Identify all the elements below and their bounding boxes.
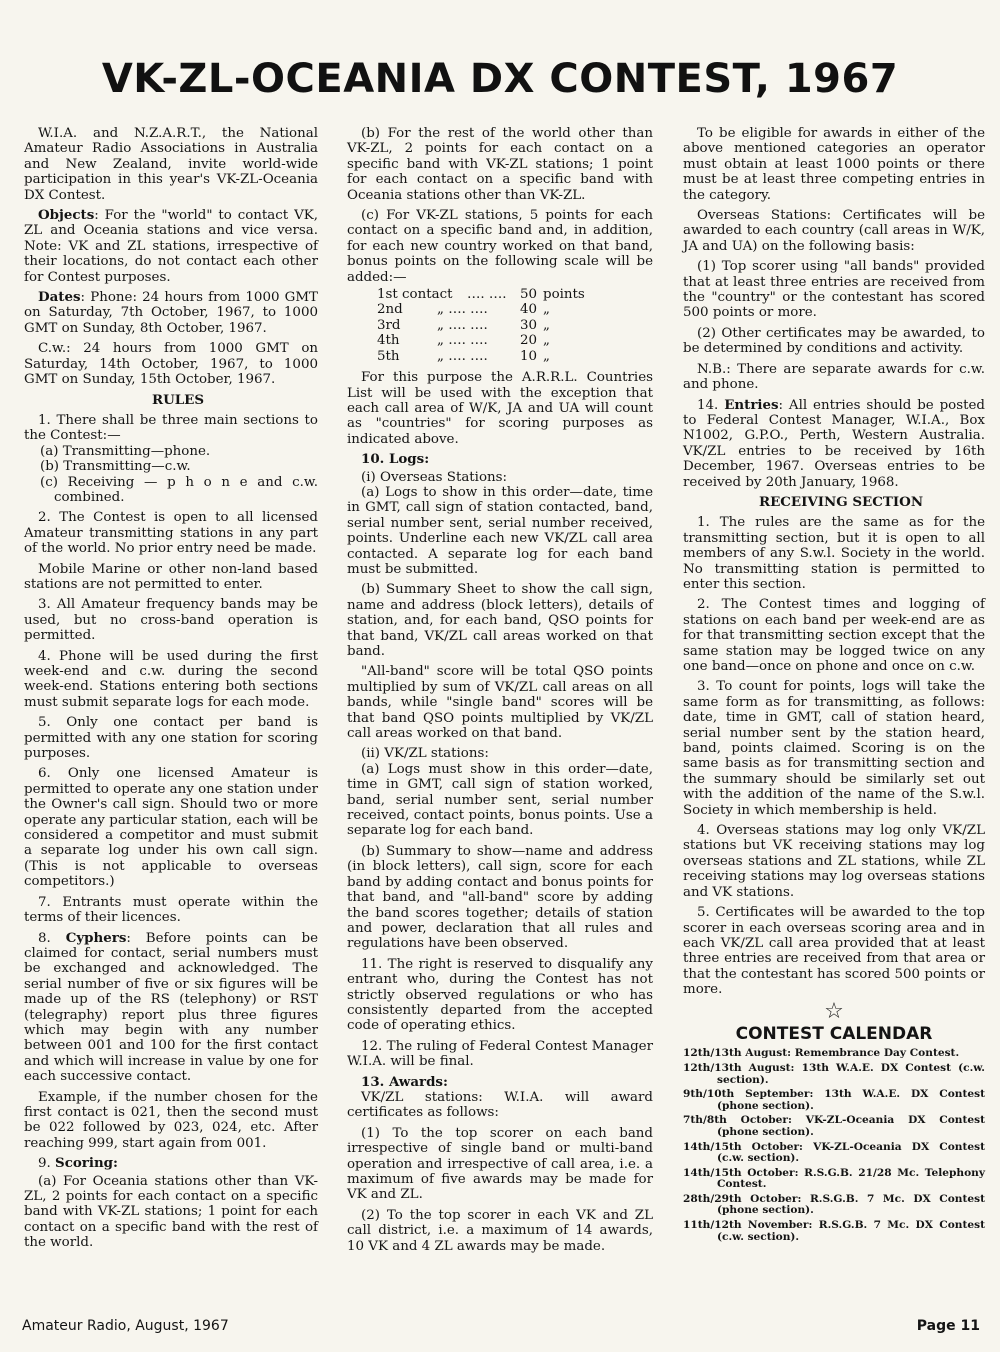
objects-paragraph bbox=[24, 208, 318, 285]
scale-value: 20 bbox=[519, 333, 537, 349]
rule-8-text: : Before points can be claimed for contact, serial numbers must be exchanged and acknowledged. The serial number of five or six figures will be made up of the RS (telephony) or RST (telegraphy) report plus three figures which may begin with any number between 001 and 100 for the first contact and which will increase in value by one for each successive contact. bbox=[24, 930, 319, 1085]
receiving-rule-2: 2. The Contest times and logging of stations on each band per week-end are as for that transmitting section except that the same station may be logged twice on any one band—once on phone and once on c.w. bbox=[683, 597, 985, 674]
page-title: VK-ZL-OCEANIA DX CONTEST, 1967 bbox=[101, 56, 899, 102]
rule-9a: (a) For Oceania stations other than VK-ZL, 2 points for each contact on a specific band with VK-ZL stations; 1 point for each contact on a specific band with the rest of the world. bbox=[24, 1173, 318, 1251]
rule-10-i-b: (b) Summary Sheet to show the call sign, name and address (block letters), details of station, and, for each band, QSO points for that band, VK/ZL call areas worked on that band. bbox=[347, 582, 653, 659]
scale-key: 1st contact bbox=[377, 287, 453, 303]
rule-14-text: : All entries should be posted to Federal Contest Manager, W.I.A., Box N1002, G.P.O., Perth, Western Australia. VK/ZL entries to be received by 16th December, 1967. Overseas entries to be received by 20th January, 1968. bbox=[683, 397, 985, 490]
vkzl-stations-heading: (ii) VK/ZL stations: bbox=[361, 746, 489, 762]
rule-10-heading bbox=[347, 452, 653, 467]
overseas-award-1: (1) Top scorer using "all bands" provided that at least three entries are received from the "country" or the contestant has scored 500 points or more. bbox=[683, 259, 985, 321]
rule-9-label: Scoring: bbox=[55, 1155, 118, 1172]
calendar-item: 12th/13th August: Remembrance Day Contest. bbox=[683, 1047, 960, 1060]
rule-1: 1. There shall be three main sections to the Contest:— bbox=[24, 412, 318, 444]
receiving-rule-4: 4. Overseas stations may log only VK/ZL stations but VK receiving stations may log overseas stations and ZL stations, while ZL receiving stations may log overseas stations and VK stations. bbox=[683, 823, 985, 900]
scale-key: 2nd bbox=[377, 302, 403, 318]
calendar-item: 12th/13th August: 13th W.A.E. DX Contest (c.w. section). bbox=[683, 1061, 985, 1086]
example-paragraph: Example, if the number chosen for the first contact is 021, then the second must be 022 followed by 023, 024, etc. After reaching 999, start again from 001. bbox=[24, 1089, 318, 1151]
calendar-item: 28th/29th October: R.S.G.B. 7 Mc. DX Contest (phone section). bbox=[683, 1192, 985, 1217]
rule-14-number: 14. bbox=[697, 397, 719, 413]
rules-heading: RULES bbox=[151, 391, 205, 408]
bonus-scale-row bbox=[347, 318, 653, 333]
scale-key: 5th bbox=[377, 348, 400, 364]
rule-13-intro: VK/ZL stations: W.I.A. will award certificates as follows: bbox=[347, 1089, 653, 1121]
rule-2b: Mobile Marine or other non-land based stations are not permitted to enter. bbox=[24, 561, 318, 592]
column-1 bbox=[24, 126, 318, 1256]
scale-value: 30 bbox=[519, 317, 537, 333]
rule-13-label: 13. Awards: bbox=[361, 1073, 448, 1090]
overseas-award-2: (2) Other certificates may be awarded, to be determined by conditions and activity. bbox=[683, 325, 985, 357]
calendar-item: 11th/12th November: R.S.G.B. 7 Mc. DX Contest (c.w. section). bbox=[683, 1219, 985, 1243]
scale-dots: „ …. …. bbox=[437, 317, 488, 333]
calendar-item: 14th/15th October: VK-ZL-Oceania DX Contest (c.w. section). bbox=[683, 1140, 985, 1165]
scale-unit: points bbox=[543, 287, 585, 303]
rule-11: 11. The right is reserved to disqualify any entrant who, during the Contest has not strictly observed regulations or who has consistently departed from the accepted code of operating ethics. bbox=[347, 956, 653, 1034]
bonus-scale-row bbox=[347, 333, 653, 348]
rule-13-heading bbox=[347, 1075, 653, 1090]
calendar-item: 7th/8th October: VK-ZL-Oceania DX Contest (phone section). bbox=[683, 1114, 985, 1138]
scale-dots: „ …. …. bbox=[437, 302, 488, 318]
scale-value: 40 bbox=[519, 302, 537, 318]
bonus-scale-row bbox=[347, 302, 653, 317]
scale-unit: „ bbox=[543, 333, 550, 349]
scale-unit: „ bbox=[543, 317, 550, 333]
rule-3: 3. All Amateur frequency bands may be used, but no cross-band operation is permitted. bbox=[24, 597, 318, 644]
rule-9c: (c) For VK-ZL stations, 5 points for each contact on a specific band and, in addition, for each new country worked on that band, bonus points on the following scale will be added:— bbox=[347, 208, 653, 285]
contest-calendar-list bbox=[683, 1048, 985, 1243]
footer-page-number: Page 11 bbox=[916, 1318, 980, 1334]
rule-1c: (c) Receiving — p h o n e and c.w. combined. bbox=[40, 474, 318, 505]
scale-key: 3rd bbox=[377, 317, 401, 333]
rule-8 bbox=[24, 931, 318, 1085]
column-2 bbox=[347, 126, 653, 1259]
rule-12: 12. The ruling of Federal Contest Manager W.I.A. will be final. bbox=[347, 1038, 653, 1070]
overseas-stations-heading: (i) Overseas Stations: bbox=[361, 469, 508, 485]
bonus-scale bbox=[347, 287, 653, 364]
rule-13-2: (2) To the top scorer in each VK and ZL call district, i.e. a maximum of 14 awards, 10 VK and 4 ZL awards may be made. bbox=[347, 1207, 653, 1254]
scale-dots: „ …. …. bbox=[437, 333, 488, 349]
rule-1a: (a) Transmitting—phone. bbox=[40, 443, 211, 459]
scale-value: 10 bbox=[519, 348, 537, 364]
rule-1b: (b) Transmitting—c.w. bbox=[40, 459, 191, 475]
rule-9-number: 9. bbox=[38, 1156, 51, 1172]
bonus-scale-row bbox=[347, 349, 653, 364]
rule-8-label: Cyphers bbox=[65, 929, 127, 946]
rule-4: 4. Phone will be used during the first week-end and c.w. during the second week-end. Stations entering both sections must submit separate logs for each mode. bbox=[24, 648, 318, 710]
objects-label: Objects bbox=[38, 207, 95, 224]
scale-unit: „ bbox=[543, 348, 550, 364]
scale-unit: „ bbox=[543, 302, 550, 318]
rule-2: 2. The Contest is open to all licensed Amateur transmitting stations in any part of the world. No prior entry need be made. bbox=[24, 510, 318, 557]
rule-9b: (b) For the rest of the world other than VK-ZL, 2 points for each contact on a specific band with VK-ZL stations; 1 point for each contact on a specific band with Oceania stations other than VK-ZL. bbox=[347, 126, 653, 203]
dates-paragraph bbox=[24, 290, 318, 336]
calendar-item: 9th/10th September: 13th W.A.E. DX Contest (phone section). bbox=[683, 1088, 985, 1112]
contest-calendar-title: CONTEST CALENDAR bbox=[735, 1023, 933, 1044]
receiving-rule-1: 1. The rules are the same as for the transmitting section, but it is open to all members of any S.w.l. Society in the world. No transmitting station is permitted to enter this section. bbox=[683, 515, 985, 592]
receiving-rule-5: 5. Certificates will be awarded to the top scorer in each overseas scoring area and in each VK/ZL call area provided that at least three entries are received from that area or that the contestant has scored 500 points or more. bbox=[683, 905, 985, 998]
cw-dates-paragraph: C.w.: 24 hours from 1000 GMT on Saturday, 14th October, 1967, to 1000 GMT on Sunday, 15th October, 1967. bbox=[24, 341, 318, 388]
overseas-awards-paragraph: Overseas Stations: Certificates will be awarded to each country (call areas in W/K, JA and UA) on the following basis: bbox=[683, 208, 985, 254]
rule-10-ii-b: (b) Summary to show—name and address (in block letters), call sign, score for each band by adding contact and bonus points for that band, and "all-band" score by adding the band scores together; details of station and power, declaration that all rules and regulations have been observed. bbox=[347, 843, 653, 952]
eligibility-paragraph: To be eligible for awards in either of the above mentioned categories an operator must obtain at least 1000 points or there must be at least three competing entries in the category. bbox=[683, 126, 985, 203]
scale-dots: …. …. bbox=[467, 287, 507, 303]
objects-text: : For the "world" to contact VK, ZL and Oceania stations and vice versa. Note: VK and ZL stations, irrespective of their locations, do not contact each other for Contest purposes. bbox=[24, 208, 318, 285]
scale-dots: „ …. …. bbox=[437, 348, 488, 364]
rule-14 bbox=[683, 398, 985, 490]
star-icon: ☆ bbox=[824, 998, 844, 1024]
rule-10-label: 10. Logs: bbox=[361, 451, 430, 468]
rule-7: 7. Entrants must operate within the terms of their licences. bbox=[24, 894, 318, 926]
footer-publication: Amateur Radio, August, 1967 bbox=[22, 1318, 229, 1334]
arrl-paragraph: For this purpose the A.R.R.L. Countries List will be used with the exception that each call area of W/K, JA and UA will count as "countries" for scoring purposes as indicated above. bbox=[347, 370, 653, 447]
scale-key: 4th bbox=[377, 333, 400, 349]
bonus-scale-row bbox=[347, 287, 653, 302]
column-3 bbox=[683, 126, 985, 1246]
rule-10-ii-a: (a) Logs must show in this order—date, time in GMT, call sign of station worked, band, serial number sent, serial number received, contact points, bonus points. Use a separate log for each band. bbox=[347, 761, 653, 839]
dates-label: Dates bbox=[38, 289, 81, 306]
rule-14-label: Entries bbox=[724, 396, 779, 413]
nb-paragraph: N.B.: There are separate awards for c.w. and phone. bbox=[683, 361, 985, 393]
scale-value: 50 bbox=[519, 287, 537, 303]
dates-text: : Phone: 24 hours from 1000 GMT on Saturday, 7th October, 1967, to 1000 GMT on Sunday, 8th October, 1967. bbox=[24, 290, 318, 336]
receiving-rule-3: 3. To count for points, logs will take the same form as for transmitting, as follows: date, time in GMT, call of station heard, serial number sent by the station heard, band, points claimed. Scoring is on the same basis as for transmitting section and the summary should be similarly set out with the addition of the name of the S.w.l. Society in which membership is held. bbox=[683, 679, 985, 818]
intro-paragraph: W.I.A. and N.Z.A.R.T., the National Amateur Radio Associations in Australia and New Zealand, invite world-wide participation in this year's VK-ZL-Oceania DX Contest. bbox=[24, 126, 318, 203]
rule-5: 5. Only one contact per band is permitted with any one station for scoring purposes. bbox=[24, 715, 318, 762]
rule-13-1: (1) To the top scorer on each band irrespective of single band or multi-band operation and irrespective of call area, i.e. a maximum of five awards may be made for VK and ZL. bbox=[347, 1125, 653, 1203]
rule-8-number: 8. bbox=[38, 930, 51, 946]
receiving-section-heading: RECEIVING SECTION bbox=[758, 493, 924, 510]
rule-10-i-a: (a) Logs to show in this order—date, time in GMT, call sign of station contacted, band, serial number sent, serial number received, points. Underline each new VK/ZL call area contacted. A separate log for each band must be submitted. bbox=[347, 484, 653, 577]
calendar-item: 14th/15th October: R.S.G.B. 21/28 Mc. Telephony Contest. bbox=[683, 1166, 985, 1191]
rule-6: 6. Only one licensed Amateur is permitted to operate any one station under the Owner's call sign. Should two or more operate any particular station, each will be considered a competitor and must submit a separate log under his own call sign. (This is not applicable to overseas competitors.) bbox=[24, 766, 318, 890]
rule-9 bbox=[24, 1156, 318, 1171]
all-band-paragraph: "All-band" score will be total QSO points multiplied by sum of VK/ZL call areas on all bands, while "single band" scores will be that band QSO points multiplied by VK/ZL call areas worked on that band. bbox=[347, 664, 653, 742]
